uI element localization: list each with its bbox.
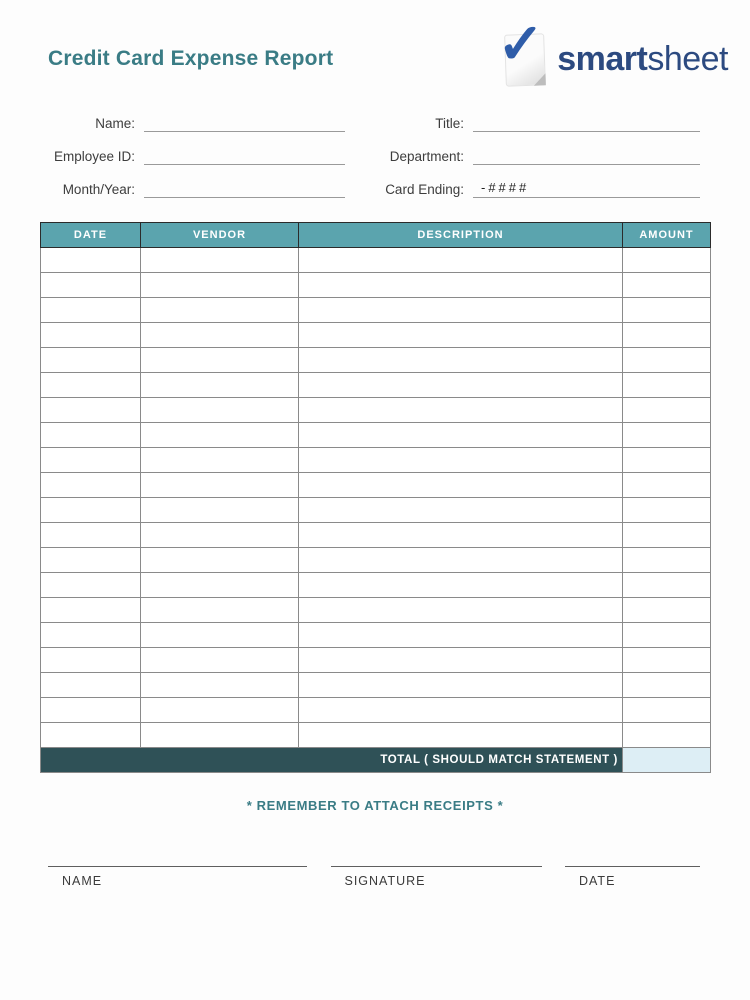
signature-field-name	[48, 866, 307, 888]
attach-receipts-reminder: * REMEMBER TO ATTACH RECEIPTS *	[246, 798, 504, 813]
expense-cell[interactable]	[623, 473, 711, 498]
expense-cell[interactable]	[623, 298, 711, 323]
expense-cell[interactable]	[41, 423, 141, 448]
signature-signature-label: SIGNATURE	[344, 874, 426, 888]
expense-cell[interactable]	[623, 573, 711, 598]
expense-cell[interactable]	[41, 298, 141, 323]
expense-row	[41, 598, 711, 623]
expense-cell[interactable]	[141, 373, 299, 398]
expense-cell[interactable]	[623, 248, 711, 273]
month-year-field	[40, 178, 345, 198]
expense-cell[interactable]	[41, 348, 141, 373]
expense-cell[interactable]	[623, 523, 711, 548]
expense-row	[41, 298, 711, 323]
expense-cell[interactable]	[141, 248, 299, 273]
expense-cell[interactable]	[41, 473, 141, 498]
expense-cell[interactable]	[623, 373, 711, 398]
expense-cell[interactable]	[41, 548, 141, 573]
name-field	[40, 112, 345, 132]
expense-cell[interactable]	[623, 723, 711, 748]
department-field	[378, 145, 700, 165]
expense-row	[41, 648, 711, 673]
expense-cell[interactable]	[141, 423, 299, 448]
expense-cell[interactable]	[41, 698, 141, 723]
card-ending-field	[378, 178, 700, 198]
expense-cell[interactable]	[299, 598, 623, 623]
expense-row	[41, 548, 711, 573]
expense-row	[41, 248, 711, 273]
title-input[interactable]	[473, 113, 700, 132]
expense-cell[interactable]	[41, 573, 141, 598]
expense-cell[interactable]	[299, 348, 623, 373]
column-header-description: DESCRIPTION	[299, 223, 623, 248]
form-column-left	[40, 112, 345, 211]
column-header-amount: AMOUNT	[623, 223, 711, 248]
expense-cell[interactable]	[299, 298, 623, 323]
expense-cell[interactable]	[299, 473, 623, 498]
expense-row	[41, 448, 711, 473]
expense-cell[interactable]	[623, 548, 711, 573]
expense-cell[interactable]	[141, 623, 299, 648]
expense-cell[interactable]	[299, 498, 623, 523]
expense-cell[interactable]	[141, 448, 299, 473]
name-signature-line[interactable]	[48, 866, 307, 867]
expense-cell[interactable]	[141, 323, 299, 348]
expense-cell[interactable]	[141, 523, 299, 548]
expense-cell[interactable]	[299, 523, 623, 548]
signature-field-date	[565, 866, 700, 888]
expense-row	[41, 498, 711, 523]
expense-cell[interactable]	[141, 573, 299, 598]
expense-cell[interactable]	[299, 448, 623, 473]
expense-cell[interactable]	[41, 323, 141, 348]
expense-row	[41, 323, 711, 348]
expense-table-body	[41, 248, 711, 748]
expense-cell[interactable]	[41, 498, 141, 523]
department-input[interactable]	[473, 146, 700, 165]
expense-cell[interactable]	[623, 448, 711, 473]
form-column-right	[378, 112, 700, 211]
expense-cell[interactable]	[41, 398, 141, 423]
expense-cell[interactable]	[299, 323, 623, 348]
expense-cell[interactable]	[623, 398, 711, 423]
expense-cell[interactable]	[41, 648, 141, 673]
expense-cell[interactable]	[141, 473, 299, 498]
expense-table	[40, 222, 711, 773]
expense-cell[interactable]	[41, 523, 141, 548]
expense-cell[interactable]	[141, 298, 299, 323]
expense-cell[interactable]	[299, 548, 623, 573]
column-header-vendor: VENDOR	[141, 223, 299, 248]
expense-cell[interactable]	[41, 723, 141, 748]
total-amount-cell[interactable]	[623, 748, 711, 773]
total-row	[41, 748, 711, 773]
expense-row	[41, 698, 711, 723]
smartsheet-page-icon	[497, 12, 545, 86]
expense-row	[41, 423, 711, 448]
title-field	[378, 112, 700, 132]
table-header-row	[41, 223, 711, 248]
expense-row	[41, 473, 711, 498]
expense-row	[41, 573, 711, 598]
total-label: TOTAL ( SHOULD MATCH STATEMENT )	[41, 748, 623, 773]
signature-signature-line[interactable]	[331, 866, 542, 867]
signature-section	[48, 866, 700, 888]
expense-row	[41, 348, 711, 373]
expense-cell[interactable]	[41, 273, 141, 298]
expense-cell[interactable]	[141, 698, 299, 723]
expense-cell[interactable]	[623, 423, 711, 448]
expense-cell[interactable]	[41, 448, 141, 473]
name-label: Name:	[95, 116, 135, 131]
expense-cell[interactable]	[41, 623, 141, 648]
page-title: Credit Card Expense Report	[48, 47, 334, 70]
expense-cell[interactable]	[299, 373, 623, 398]
expense-cell[interactable]	[299, 273, 623, 298]
wordmark-smart: smart	[557, 39, 648, 78]
expense-cell[interactable]	[141, 548, 299, 573]
expense-cell[interactable]	[141, 598, 299, 623]
expense-row	[41, 373, 711, 398]
expense-cell[interactable]	[141, 723, 299, 748]
expense-cell[interactable]	[299, 648, 623, 673]
page-header	[48, 12, 728, 88]
expense-cell[interactable]	[299, 573, 623, 598]
expense-cell[interactable]	[141, 348, 299, 373]
expense-cell[interactable]	[299, 423, 623, 448]
expense-row	[41, 673, 711, 698]
expense-cell[interactable]	[623, 673, 711, 698]
smartsheet-logo	[497, 12, 728, 86]
expense-cell[interactable]	[299, 673, 623, 698]
month-year-label: Month/Year:	[62, 182, 135, 197]
expense-cell[interactable]	[141, 673, 299, 698]
expense-cell[interactable]	[623, 498, 711, 523]
wordmark-sheet: sheet	[647, 39, 728, 78]
date-signature-line[interactable]	[565, 866, 700, 867]
expense-cell[interactable]	[623, 323, 711, 348]
column-header-date: DATE	[41, 223, 141, 248]
expense-cell[interactable]	[623, 648, 711, 673]
expense-row	[41, 273, 711, 298]
card-ending-input[interactable]	[473, 179, 700, 198]
signature-field-signature	[331, 866, 542, 888]
department-label: Department:	[389, 149, 464, 164]
expense-cell[interactable]	[623, 273, 711, 298]
employee-id-label: Employee ID:	[53, 149, 135, 164]
expense-cell[interactable]	[623, 348, 711, 373]
expense-cell[interactable]	[141, 648, 299, 673]
expense-cell[interactable]	[623, 698, 711, 723]
expense-cell[interactable]	[141, 498, 299, 523]
expense-cell[interactable]	[41, 598, 141, 623]
expense-cell[interactable]	[41, 248, 141, 273]
expense-row	[41, 723, 711, 748]
employee-id-field	[40, 145, 345, 165]
expense-cell[interactable]	[299, 698, 623, 723]
header-form	[40, 112, 700, 211]
checkmark-icon: ✓	[497, 12, 545, 75]
expense-cell[interactable]	[141, 398, 299, 423]
expense-cell[interactable]	[299, 723, 623, 748]
name-input[interactable]	[144, 113, 345, 132]
smartsheet-wordmark	[557, 40, 728, 79]
expense-row	[41, 623, 711, 648]
title-label: Title:	[435, 116, 464, 131]
expense-cell[interactable]	[299, 398, 623, 423]
expense-cell[interactable]	[299, 623, 623, 648]
employee-id-input[interactable]	[144, 146, 345, 165]
expense-row	[41, 398, 711, 423]
expense-row	[41, 523, 711, 548]
expense-cell[interactable]	[623, 623, 711, 648]
date-signature-label: DATE	[579, 874, 616, 888]
card-ending-label: Card Ending:	[385, 182, 464, 197]
card-ending-value: -####	[481, 180, 530, 195]
expense-cell[interactable]	[299, 248, 623, 273]
expense-cell[interactable]	[41, 373, 141, 398]
month-year-input[interactable]	[144, 179, 345, 198]
expense-cell[interactable]	[41, 673, 141, 698]
expense-cell[interactable]	[141, 273, 299, 298]
expense-cell[interactable]	[623, 598, 711, 623]
name-signature-label: NAME	[62, 874, 103, 888]
expense-report-page	[0, 12, 750, 1000]
